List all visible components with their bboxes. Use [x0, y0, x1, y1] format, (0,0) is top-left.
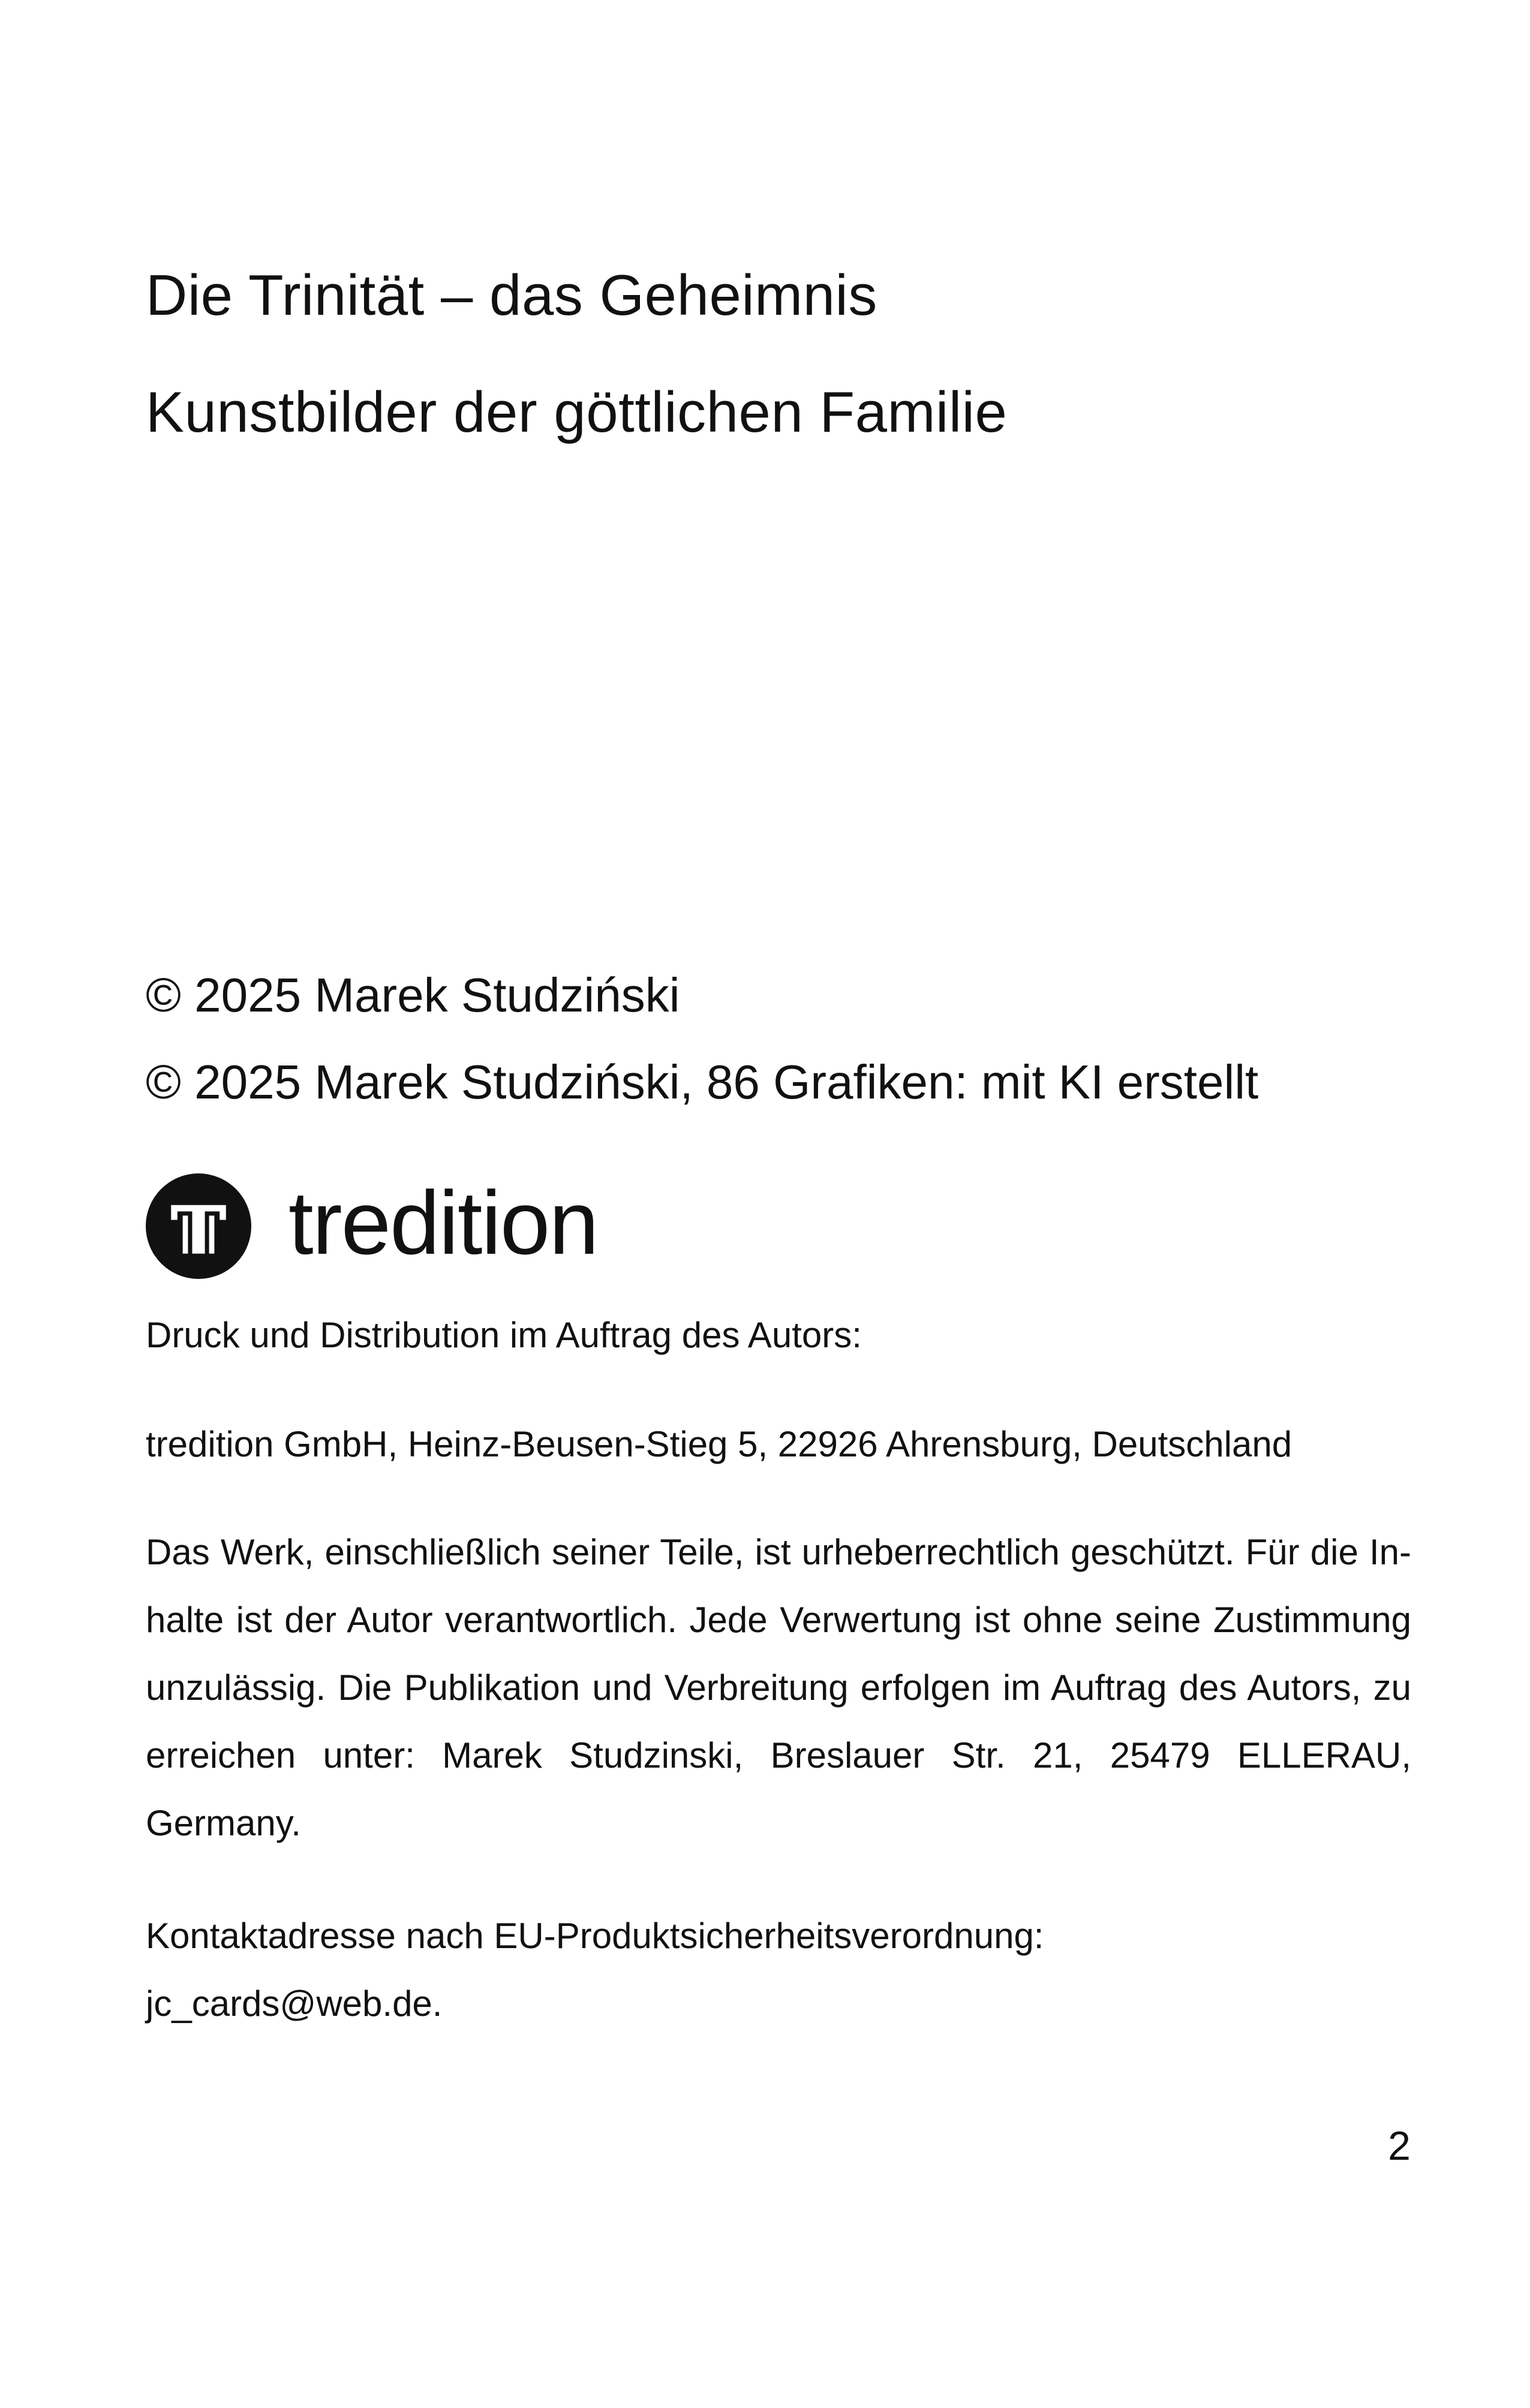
copyright-graphics: © 2025 Marek Studziński, 86 Grafiken: mit KI erstellt: [146, 1055, 1259, 1109]
book-subtitle: Kunstbilder der göttlichen Familie: [146, 380, 1008, 444]
tredition-logo-icon: [146, 1173, 251, 1279]
publisher-address: tredition GmbH, Heinz-Beusen-Stieg 5, 22926 Ahrensburg, Deutschland: [146, 1424, 1292, 1464]
tredition-wordmark: tredition: [288, 1172, 598, 1273]
copyright-author: © 2025 Marek Studziński: [146, 968, 680, 1022]
contact-label: Kontaktadresse nach EU-Produktsicherheitsverordnung:: [146, 1916, 1044, 1956]
page-number: 2: [1388, 2123, 1411, 2169]
contact-block: [146, 1902, 1411, 2037]
contact-email: jc_cards@web.de.: [146, 1983, 443, 2024]
copyright-notice: Das Werk, einschließlich seiner Teile, ist urheberrechtlich geschützt. Für die In-halte ist der Autor verantwortlich. Jede Verwertung ist ohne seine Zustimmung unzulässig. Die Publikation und Verbreitung erfolgen im Auftrag des Autors, zu erreichen unter: Marek Studzinski, Breslauer Str. 21, 25479 ELLERAU, Germany.: [146, 1532, 1411, 1843]
publisher-logo: [146, 1172, 598, 1280]
book-title: Die Trinität – das Geheimnis: [146, 263, 877, 327]
imprint-print-line: Druck und Distribution im Auftrag des Autors:: [146, 1315, 862, 1355]
